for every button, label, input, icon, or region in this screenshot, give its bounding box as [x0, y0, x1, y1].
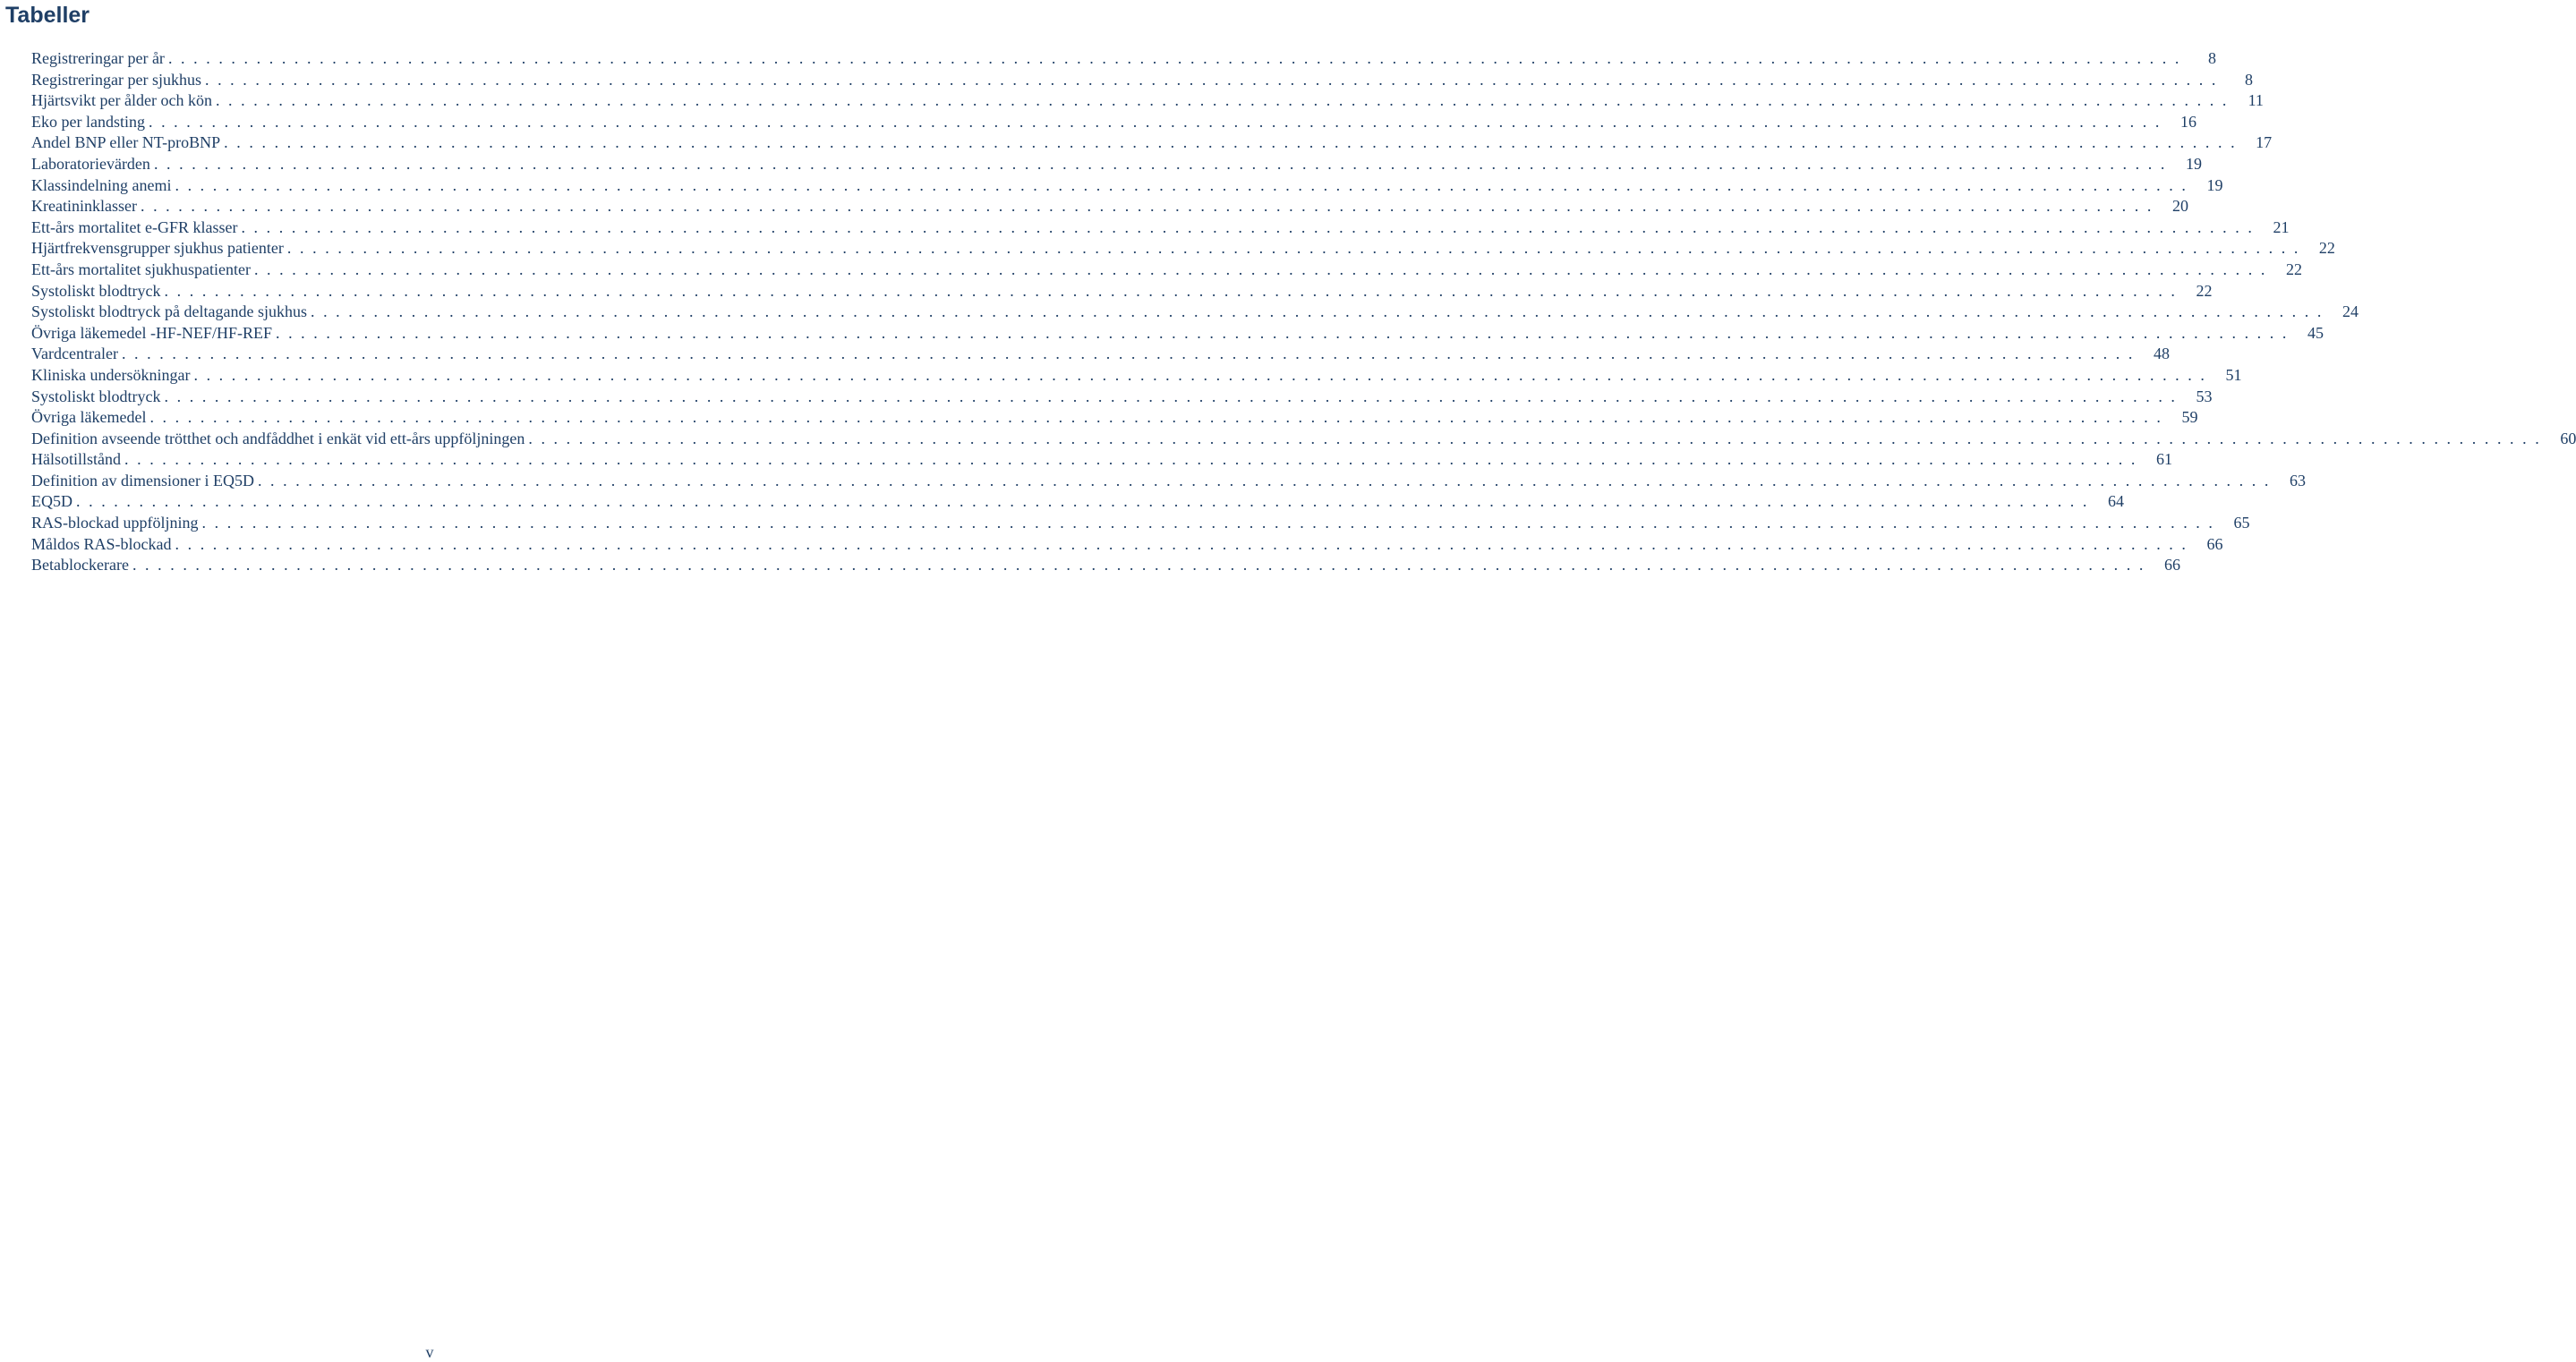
- dot-leader: ................................................................................................................................................................: [175, 534, 2195, 553]
- toc-entry[interactable]: [31, 90, 2264, 112]
- dot-leader: ................................................................................................................................................................: [164, 281, 2184, 300]
- toc-entry-page: 66: [2206, 534, 2223, 553]
- dot-leader: ................................................................................................................................................................: [204, 70, 2224, 89]
- toc-entry-label: Klassindelning anemi: [31, 175, 172, 194]
- toc-entry-label: EQ5D: [31, 492, 73, 511]
- toc-entry-label: Systoliskt blodtryck på deltagande sjukhus: [31, 302, 307, 321]
- toc-entry-page: 66: [2163, 556, 2180, 575]
- toc-entry[interactable]: [31, 154, 2202, 175]
- toc-entry-label: Systoliskt blodtryck: [31, 387, 161, 405]
- toc-entry[interactable]: [31, 534, 2223, 556]
- toc-entry[interactable]: [31, 365, 2242, 387]
- toc-entry[interactable]: [31, 175, 2223, 197]
- dot-leader: ................................................................................................................................................................: [286, 239, 2307, 258]
- toc-entry[interactable]: [31, 491, 2124, 513]
- toc-entry-label: Kliniska undersökningar: [31, 365, 191, 384]
- dot-leader: ................................................................................................................................................................: [121, 345, 2141, 363]
- toc-entry[interactable]: [31, 387, 2213, 408]
- dot-leader: ................................................................................................................................................................: [132, 556, 2152, 575]
- toc-entry[interactable]: [31, 281, 2213, 302]
- toc-entry-page: 20: [2171, 197, 2188, 216]
- page-number: v: [425, 1343, 434, 1361]
- dot-leader: ................................................................................................................................................................: [193, 365, 2213, 384]
- toc-entry-label: Kreatininklasser: [31, 197, 137, 216]
- toc-entry-page: 16: [2179, 112, 2196, 131]
- toc-entry-label: Laboratorievärden: [31, 154, 150, 173]
- toc-entry-page: 45: [2307, 323, 2324, 342]
- toc-entry[interactable]: [31, 407, 2198, 429]
- toc-entry-label: Övriga läkemedel -HF-NEF/HF-REF: [31, 323, 272, 342]
- toc-entry[interactable]: [31, 513, 2250, 534]
- dot-leader: ................................................................................................................................................................: [528, 429, 2548, 447]
- toc-entry-page: 48: [2153, 345, 2170, 363]
- toc-entry-page: 19: [2185, 154, 2202, 173]
- toc-entry-page: 17: [2256, 133, 2273, 152]
- toc-entry-page: 64: [2108, 492, 2124, 511]
- toc-entry[interactable]: [31, 217, 2290, 239]
- table-of-contents: [31, 48, 2576, 576]
- toc-entry-page: 8: [2244, 70, 2253, 89]
- dot-leader: ................................................................................................................................................................: [175, 175, 2195, 194]
- toc-entry-label: Måldos RAS-blockad: [31, 534, 172, 553]
- dot-leader: ................................................................................................................................................................: [167, 49, 2188, 67]
- dot-leader: ................................................................................................................................................................: [241, 217, 2261, 236]
- dot-leader: ................................................................................................................................................................: [148, 112, 2168, 131]
- toc-entry-page: 63: [2289, 471, 2306, 489]
- toc-entry-page: 22: [2318, 239, 2335, 258]
- dot-leader: ................................................................................................................................................................: [153, 154, 2173, 173]
- toc-entry-label: Systoliskt blodtryck: [31, 281, 161, 300]
- dot-leader: ................................................................................................................................................................: [140, 197, 2160, 216]
- dot-leader: ................................................................................................................................................................: [224, 133, 2244, 152]
- toc-entry-page: 59: [2181, 408, 2198, 427]
- dot-leader: ................................................................................................................................................................: [201, 514, 2222, 532]
- dot-leader: ................................................................................................................................................................: [164, 387, 2184, 405]
- toc-entry-page: 24: [2341, 302, 2358, 321]
- toc-entry[interactable]: [31, 471, 2306, 492]
- toc-entry-label: Registreringar per sjukhus: [31, 70, 201, 89]
- toc-entry[interactable]: [31, 302, 2358, 323]
- toc-entry-page: 8: [2207, 49, 2216, 67]
- toc-entry-label: Eko per landsting: [31, 112, 145, 131]
- toc-entry[interactable]: [31, 48, 2216, 70]
- toc-entry[interactable]: [31, 449, 2172, 471]
- toc-entry-page: 51: [2225, 365, 2242, 384]
- dot-leader: ................................................................................................................................................................: [310, 302, 2330, 321]
- page-title: Tabeller: [5, 3, 90, 28]
- toc-entry[interactable]: [31, 70, 2253, 91]
- dot-leader: ................................................................................................................................................................: [124, 450, 2144, 469]
- toc-entry-page: 61: [2156, 450, 2172, 469]
- dot-leader: ................................................................................................................................................................: [275, 323, 2295, 342]
- dot-leader: ................................................................................................................................................................: [253, 260, 2273, 278]
- toc-entry-page: 21: [2273, 217, 2290, 236]
- toc-entry-label: Definition avseende trötthet och andfåddhet i enkät vid ett-års uppföljningen: [31, 429, 525, 447]
- toc-entry-label: Ett-års mortalitet sjukhuspatienter: [31, 260, 251, 278]
- dot-leader: ................................................................................................................................................................: [215, 91, 2235, 110]
- toc-entry-page: 53: [2196, 387, 2213, 405]
- toc-entry-page: 60: [2560, 429, 2576, 447]
- toc-entry-label: RAS-blockad uppföljning: [31, 514, 199, 532]
- toc-entry-label: Hjärtsvikt per ålder och kön: [31, 91, 212, 110]
- toc-entry[interactable]: [31, 555, 2180, 576]
- toc-entry-label: Hälsotillstånd: [31, 450, 121, 469]
- dot-leader: ................................................................................................................................................................: [149, 408, 2170, 427]
- toc-entry-label: Registreringar per år: [31, 49, 165, 67]
- toc-entry-label: Andel BNP eller NT-proBNP: [31, 133, 221, 152]
- toc-entry[interactable]: [31, 429, 2576, 450]
- toc-entry-page: 19: [2206, 175, 2223, 194]
- toc-entry-label: Hjärtfrekvensgrupper sjukhus patienter: [31, 239, 284, 258]
- toc-entry-label: Definition av dimensioner i EQ5D: [31, 471, 254, 489]
- toc-entry[interactable]: [31, 132, 2273, 154]
- toc-entry[interactable]: [31, 260, 2302, 281]
- toc-entry[interactable]: [31, 196, 2188, 217]
- toc-entry-page: 11: [2248, 91, 2264, 110]
- toc-entry[interactable]: [31, 344, 2170, 365]
- toc-entry-label: Vardcentraler: [31, 345, 118, 363]
- toc-entry-label: Ett-års mortalitet e-GFR klasser: [31, 217, 238, 236]
- toc-entry-page: 22: [2196, 281, 2213, 300]
- toc-entry[interactable]: [31, 238, 2335, 260]
- toc-entry-page: 22: [2285, 260, 2302, 278]
- toc-entry-label: Betablockerare: [31, 556, 129, 575]
- toc-entry-label: Övriga läkemedel: [31, 408, 147, 427]
- toc-entry[interactable]: [31, 112, 2196, 133]
- toc-entry-page: 65: [2233, 514, 2250, 532]
- dot-leader: ................................................................................................................................................................: [76, 492, 2095, 511]
- dot-leader: ................................................................................................................................................................: [257, 471, 2277, 489]
- toc-entry[interactable]: [31, 323, 2324, 345]
